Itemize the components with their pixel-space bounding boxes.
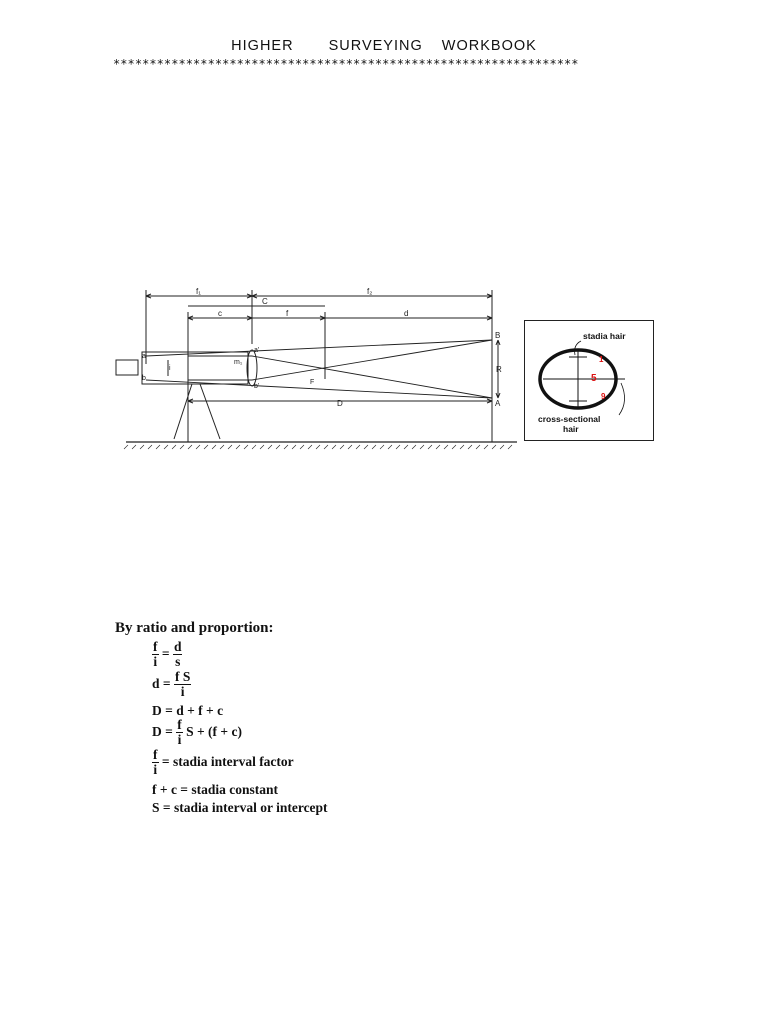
label-C: C (262, 297, 268, 306)
header-word-higher: HIGHER (231, 38, 294, 54)
label-d: d (404, 309, 409, 318)
reticle-number-9: 9 (601, 392, 606, 401)
reticle-drawing (525, 321, 652, 439)
cross-sectional-label: cross-sectional (538, 414, 601, 424)
label-R: R (496, 365, 502, 374)
formula-heading: By ratio and proportion: (115, 620, 274, 636)
label-b-prime: b' (254, 383, 260, 390)
stadia-hair-label: stadia hair (583, 331, 626, 341)
header-word-surveying: SURVEYING (328, 38, 423, 54)
equation-2: d = $\frac{\text{f S}}{i}$ (152, 669, 191, 700)
label-i: i (169, 365, 171, 372)
label-c: c (218, 309, 222, 318)
label-B: B (495, 331, 501, 340)
header-star-divider: **************************************************************** (113, 57, 579, 71)
label-a: a (142, 353, 146, 360)
page-header (0, 38, 768, 54)
eq1-left-fraction: $\frac{f}{i}$ (153, 639, 158, 670)
stadia-telescope-diagram (112, 284, 522, 454)
rod-and-distance (188, 340, 500, 403)
label-D: D (337, 399, 343, 408)
equation-1: $\frac{f}{i}$ = $\frac{d}{s}$ (153, 639, 182, 670)
equation-4: D = $\frac{f}{i}$ S + (f + c) (152, 717, 242, 748)
label-f2: f₂ (367, 287, 373, 296)
header-word-workbook: WORKBOOK (441, 38, 537, 54)
tripod (174, 384, 220, 439)
equation-6: f + c = stadia constant (152, 782, 279, 797)
hair-label: hair (563, 424, 579, 434)
eq5-fraction: $\frac{f}{i}$ (153, 747, 158, 778)
eq1-right-fraction: $\frac{d}{s}$ (173, 639, 182, 670)
dimension-lines (146, 290, 492, 442)
label-F: F (310, 379, 315, 386)
reticle-number-1: 1 (599, 355, 604, 364)
reticle-diagram-box (524, 320, 654, 441)
label-A: A (495, 399, 501, 408)
eq2-fraction: $\frac{\text{f S}}{i}$ (174, 669, 191, 700)
label-f: f (286, 309, 289, 318)
ground-line (124, 442, 517, 449)
sight-rays (146, 340, 492, 398)
reticle-number-5: 5 (591, 373, 597, 384)
label-a-prime: a' (254, 347, 260, 354)
telescope-tube (116, 350, 257, 386)
label-b: b (142, 375, 146, 382)
equation-7: S = stadia interval or intercept (152, 800, 328, 815)
equation-3: D = d + f + c (152, 703, 224, 718)
equation-5: $\frac{f}{i}$ = stadia interval factor (153, 747, 294, 778)
cross-hair-pointer (619, 383, 625, 415)
label-m: m₁ (234, 359, 243, 366)
label-f1: f₁ (196, 287, 201, 296)
eq4-fraction: $\frac{f}{i}$ (177, 717, 182, 748)
